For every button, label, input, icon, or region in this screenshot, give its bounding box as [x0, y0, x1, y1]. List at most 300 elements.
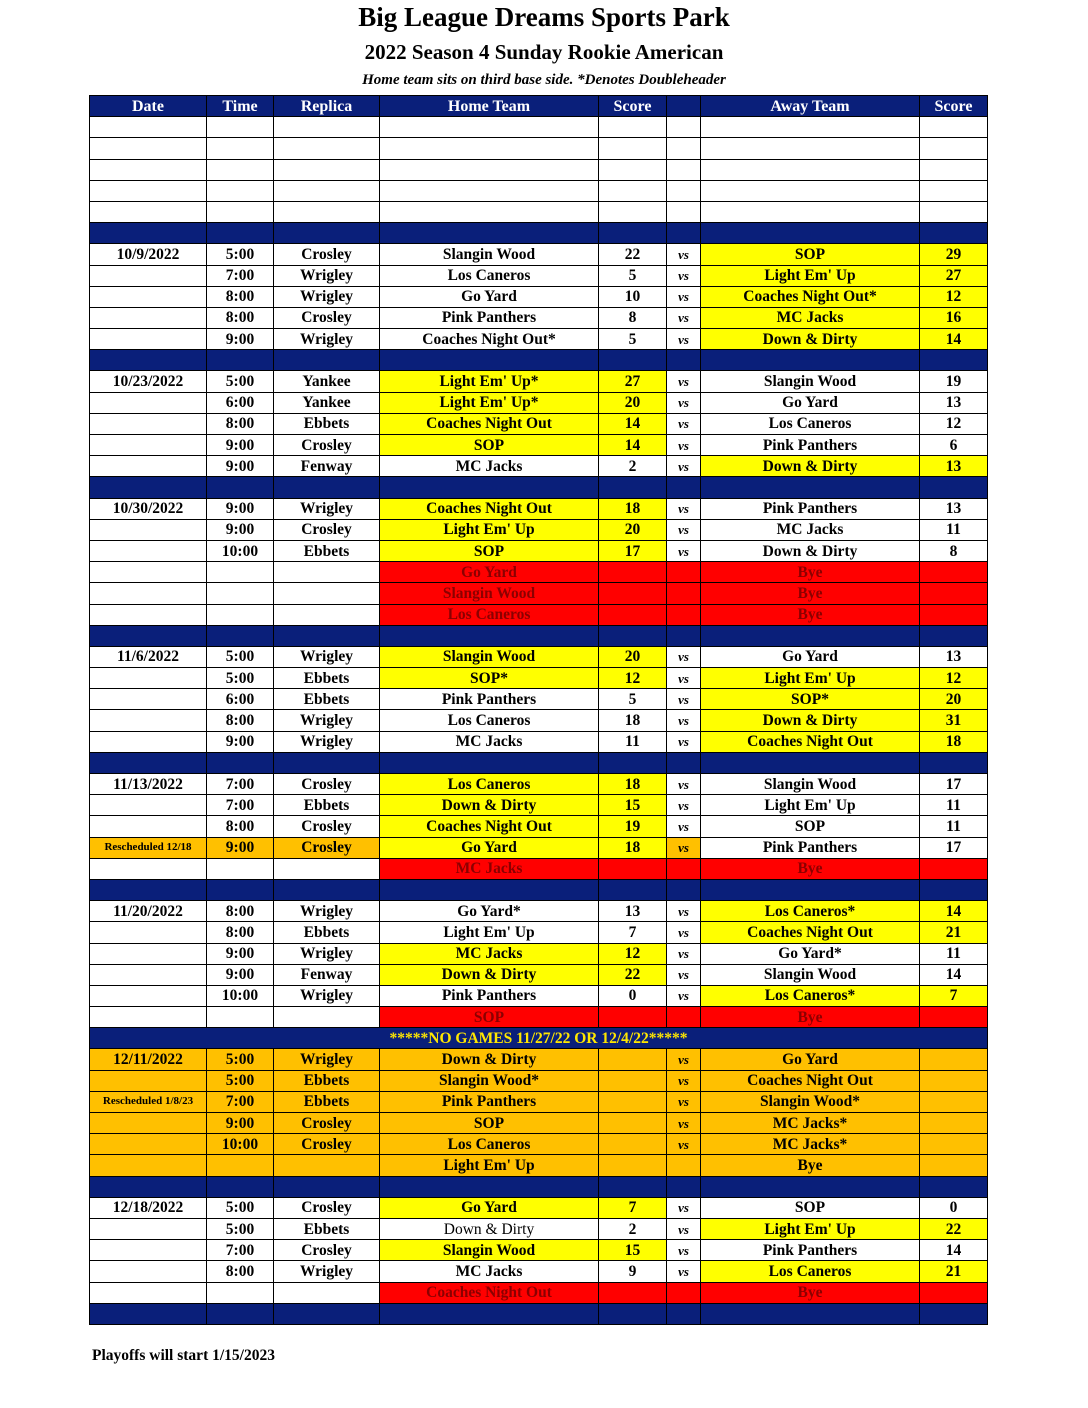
vs-cell: vs	[667, 1134, 701, 1155]
home-score: 12	[599, 668, 667, 689]
home-team: Los Caneros	[380, 710, 599, 731]
date-cell: 10/9/2022	[90, 244, 207, 265]
empty-cell	[207, 201, 274, 222]
away-team: MC Jacks*	[701, 1113, 920, 1134]
separator-cell	[920, 477, 988, 498]
home-score: 8	[599, 307, 667, 328]
away-team: Coaches Night Out	[701, 731, 920, 752]
home-score	[599, 562, 667, 583]
game-row	[90, 1113, 988, 1134]
time-cell: 8:00	[207, 1261, 274, 1282]
away-score: 14	[920, 1240, 988, 1261]
separator-cell	[667, 752, 701, 773]
time-cell: 9:00	[207, 943, 274, 964]
date-cell	[90, 435, 207, 456]
away-score: 18	[920, 731, 988, 752]
time-cell: 9:00	[207, 964, 274, 985]
home-score: 22	[599, 964, 667, 985]
away-team: Bye	[701, 562, 920, 583]
home-team: Coaches Night Out	[380, 498, 599, 519]
game-row	[90, 307, 988, 328]
home-team: Coaches Night Out	[380, 413, 599, 434]
home-score: 18	[599, 498, 667, 519]
game-row	[90, 498, 988, 519]
away-team: Bye	[701, 858, 920, 879]
away-score: 0	[920, 1197, 988, 1218]
schedule-table	[89, 95, 988, 1325]
home-score: 20	[599, 519, 667, 540]
vs-cell: vs	[667, 1070, 701, 1091]
game-row	[90, 519, 988, 540]
away-score: 11	[920, 519, 988, 540]
home-score: 17	[599, 540, 667, 561]
away-team: Slangin Wood	[701, 371, 920, 392]
week-separator	[90, 350, 988, 371]
replica-cell: Crosley	[274, 1134, 380, 1155]
bye-row	[90, 858, 988, 879]
away-score: 31	[920, 710, 988, 731]
away-team: MC Jacks	[701, 307, 920, 328]
vs-cell: vs	[667, 689, 701, 710]
vs-cell: vs	[667, 922, 701, 943]
vs-cell: vs	[667, 710, 701, 731]
away-team: Slangin Wood*	[701, 1091, 920, 1112]
home-team: Down & Dirty	[380, 795, 599, 816]
empty-cell	[207, 159, 274, 180]
separator-cell	[380, 223, 599, 244]
blank-row	[90, 201, 988, 222]
separator-cell	[274, 625, 380, 646]
replica-cell	[274, 1007, 380, 1028]
separator-cell	[90, 752, 207, 773]
vs-cell: vs	[667, 1218, 701, 1239]
away-score: 12	[920, 668, 988, 689]
game-row	[90, 922, 988, 943]
away-team: Down & Dirty	[701, 456, 920, 477]
vs-cell	[667, 1155, 701, 1176]
away-score: 17	[920, 837, 988, 858]
date-cell	[90, 795, 207, 816]
away-team: Pink Panthers	[701, 837, 920, 858]
away-team: Bye	[701, 604, 920, 625]
separator-cell	[701, 752, 920, 773]
separator-cell	[599, 752, 667, 773]
away-team: Down & Dirty	[701, 329, 920, 350]
away-score	[920, 1049, 988, 1070]
empty-cell	[274, 117, 380, 138]
vs-cell	[667, 858, 701, 879]
home-score: 14	[599, 435, 667, 456]
date-cell	[90, 307, 207, 328]
away-score: 12	[920, 413, 988, 434]
home-team: Go Yard	[380, 562, 599, 583]
empty-cell	[599, 159, 667, 180]
empty-cell	[667, 180, 701, 201]
empty-cell	[920, 117, 988, 138]
replica-cell: Crosley	[274, 307, 380, 328]
replica-cell: Yankee	[274, 392, 380, 413]
replica-cell	[274, 562, 380, 583]
home-team: Slangin Wood	[380, 583, 599, 604]
empty-cell	[380, 117, 599, 138]
week-separator	[90, 879, 988, 900]
replica-cell: Fenway	[274, 964, 380, 985]
date-cell	[90, 858, 207, 879]
empty-cell	[667, 117, 701, 138]
separator-cell	[207, 625, 274, 646]
date-cell: 12/18/2022	[90, 1197, 207, 1218]
away-team: Go Yard	[701, 392, 920, 413]
vs-cell: vs	[667, 392, 701, 413]
empty-cell	[920, 159, 988, 180]
empty-cell	[207, 138, 274, 159]
replica-cell: Wrigley	[274, 1261, 380, 1282]
time-cell: 7:00	[207, 795, 274, 816]
home-team: Light Em' Up*	[380, 392, 599, 413]
date-cell	[90, 329, 207, 350]
away-score: 6	[920, 435, 988, 456]
game-row	[90, 816, 988, 837]
away-team: Coaches Night Out	[701, 922, 920, 943]
home-score: 2	[599, 456, 667, 477]
home-team: MC Jacks	[380, 1261, 599, 1282]
separator-cell	[90, 350, 207, 371]
schedule-note: Home team sits on third base side. *Denotes Doubleheader	[362, 72, 726, 88]
vs-cell: vs	[667, 774, 701, 795]
vs-cell: vs	[667, 456, 701, 477]
home-score: 19	[599, 816, 667, 837]
game-row	[90, 1197, 988, 1218]
away-team: Coaches Night Out*	[701, 286, 920, 307]
date-cell	[90, 286, 207, 307]
separator-cell	[920, 625, 988, 646]
empty-cell	[667, 201, 701, 222]
time-cell: 7:00	[207, 1240, 274, 1261]
home-team: Go Yard	[380, 837, 599, 858]
away-team: Slangin Wood	[701, 964, 920, 985]
away-team: Down & Dirty	[701, 540, 920, 561]
date-cell: 11/13/2022	[90, 774, 207, 795]
away-score	[920, 1282, 988, 1303]
date-cell	[90, 964, 207, 985]
away-team: Bye	[701, 1282, 920, 1303]
separator-cell	[667, 1176, 701, 1197]
home-score: 14	[599, 413, 667, 434]
separator-cell	[920, 752, 988, 773]
separator-cell	[274, 223, 380, 244]
vs-cell: vs	[667, 943, 701, 964]
empty-cell	[274, 159, 380, 180]
date-cell	[90, 922, 207, 943]
date-cell	[90, 604, 207, 625]
date-cell	[90, 1070, 207, 1091]
empty-cell	[380, 159, 599, 180]
time-cell: 9:00	[207, 731, 274, 752]
home-team: MC Jacks	[380, 943, 599, 964]
empty-cell	[920, 138, 988, 159]
replica-cell: Crosley	[274, 244, 380, 265]
separator-cell	[90, 1176, 207, 1197]
game-row	[90, 1261, 988, 1282]
away-score: 16	[920, 307, 988, 328]
date-cell	[90, 731, 207, 752]
empty-cell	[701, 117, 920, 138]
away-score: 21	[920, 922, 988, 943]
away-team: Bye	[701, 1007, 920, 1028]
empty-cell	[667, 159, 701, 180]
separator-cell	[380, 625, 599, 646]
empty-cell	[920, 180, 988, 201]
time-cell	[207, 604, 274, 625]
home-team: SOP	[380, 540, 599, 561]
reschedule-note: Rescheduled 12/18	[90, 837, 207, 858]
time-cell: 5:00	[207, 1197, 274, 1218]
separator-cell	[701, 477, 920, 498]
vs-cell: vs	[667, 816, 701, 837]
home-score: 18	[599, 774, 667, 795]
empty-cell	[90, 180, 207, 201]
away-score	[920, 604, 988, 625]
home-team: MC Jacks	[380, 731, 599, 752]
separator-cell	[90, 477, 207, 498]
bye-row	[90, 1007, 988, 1028]
vs-cell: vs	[667, 964, 701, 985]
time-cell: 10:00	[207, 540, 274, 561]
time-cell: 7:00	[207, 774, 274, 795]
time-cell: 5:00	[207, 646, 274, 667]
bye-row	[90, 583, 988, 604]
separator-cell	[701, 879, 920, 900]
date-cell: 12/11/2022	[90, 1049, 207, 1070]
playoffs-note: Playoffs will start 1/15/2023	[92, 1347, 275, 1364]
replica-cell: Crosley	[274, 1197, 380, 1218]
replica-cell: Ebbets	[274, 1070, 380, 1091]
home-team: Light Em' Up	[380, 1155, 599, 1176]
vs-cell: vs	[667, 498, 701, 519]
home-team: Coaches Night Out*	[380, 329, 599, 350]
vs-cell: vs	[667, 837, 701, 858]
vs-cell	[667, 583, 701, 604]
home-team: Down & Dirty	[380, 964, 599, 985]
vs-cell: vs	[667, 307, 701, 328]
separator-cell	[599, 625, 667, 646]
time-cell: 9:00	[207, 456, 274, 477]
vs-cell: vs	[667, 435, 701, 456]
home-score: 27	[599, 371, 667, 392]
separator-cell	[274, 879, 380, 900]
date-cell	[90, 540, 207, 561]
home-score	[599, 1113, 667, 1134]
separator-cell	[380, 752, 599, 773]
vs-cell: vs	[667, 1197, 701, 1218]
away-team: MC Jacks	[701, 519, 920, 540]
away-team: Los Caneros*	[701, 985, 920, 1006]
home-team: Go Yard	[380, 286, 599, 307]
empty-cell	[599, 180, 667, 201]
time-cell: 8:00	[207, 413, 274, 434]
home-score: 18	[599, 710, 667, 731]
home-score	[599, 604, 667, 625]
separator-cell	[599, 350, 667, 371]
separator-cell	[599, 1176, 667, 1197]
separator-cell	[207, 477, 274, 498]
separator-cell	[90, 879, 207, 900]
separator-cell	[599, 879, 667, 900]
separator-cell	[920, 1176, 988, 1197]
separator-cell	[599, 1303, 667, 1324]
home-score: 12	[599, 943, 667, 964]
time-cell: 9:00	[207, 1113, 274, 1134]
time-cell: 10:00	[207, 1134, 274, 1155]
away-score	[920, 1091, 988, 1112]
home-team: Down & Dirty	[380, 1049, 599, 1070]
game-row	[90, 1240, 988, 1261]
away-score	[920, 1070, 988, 1091]
game-row	[90, 646, 988, 667]
replica-cell: Wrigley	[274, 265, 380, 286]
col-time: Time	[207, 96, 274, 117]
home-score: 20	[599, 646, 667, 667]
separator-cell	[701, 223, 920, 244]
date-cell	[90, 816, 207, 837]
away-score: 8	[920, 540, 988, 561]
away-team: Bye	[701, 1155, 920, 1176]
away-score: 27	[920, 265, 988, 286]
header-row	[90, 96, 988, 117]
replica-cell: Crosley	[274, 435, 380, 456]
time-cell: 9:00	[207, 498, 274, 519]
away-score: 12	[920, 286, 988, 307]
date-cell	[90, 519, 207, 540]
empty-cell	[701, 138, 920, 159]
week-separator	[90, 625, 988, 646]
away-team: SOP	[701, 816, 920, 837]
vs-cell: vs	[667, 371, 701, 392]
home-team: Pink Panthers	[380, 689, 599, 710]
vs-cell: vs	[667, 519, 701, 540]
away-score: 13	[920, 456, 988, 477]
date-cell	[90, 392, 207, 413]
time-cell: 5:00	[207, 1049, 274, 1070]
replica-cell	[274, 604, 380, 625]
away-team: Coaches Night Out	[701, 1070, 920, 1091]
away-team: Bye	[701, 583, 920, 604]
separator-cell	[667, 879, 701, 900]
time-cell	[207, 562, 274, 583]
bye-row	[90, 1282, 988, 1303]
home-team: MC Jacks	[380, 456, 599, 477]
away-score: 14	[920, 329, 988, 350]
date-cell	[90, 1007, 207, 1028]
replica-cell: Wrigley	[274, 329, 380, 350]
vs-cell	[667, 562, 701, 583]
col-replica: Replica	[274, 96, 380, 117]
time-cell	[207, 1007, 274, 1028]
vs-cell: vs	[667, 1240, 701, 1261]
replica-cell	[274, 1282, 380, 1303]
date-cell	[90, 1261, 207, 1282]
time-cell: 6:00	[207, 392, 274, 413]
separator-cell	[207, 879, 274, 900]
bye-row	[90, 604, 988, 625]
home-team: SOP	[380, 1113, 599, 1134]
game-row	[90, 371, 988, 392]
replica-cell: Crosley	[274, 837, 380, 858]
separator-cell	[207, 1303, 274, 1324]
game-row	[90, 392, 988, 413]
away-score	[920, 858, 988, 879]
vs-cell	[667, 1007, 701, 1028]
empty-cell	[380, 180, 599, 201]
empty-cell	[90, 159, 207, 180]
away-team: Pink Panthers	[701, 435, 920, 456]
date-cell	[90, 265, 207, 286]
vs-cell: vs	[667, 985, 701, 1006]
separator-cell	[599, 223, 667, 244]
replica-cell: Fenway	[274, 456, 380, 477]
home-team: Light Em' Up	[380, 519, 599, 540]
vs-cell	[667, 1282, 701, 1303]
home-score	[599, 1155, 667, 1176]
empty-cell	[207, 180, 274, 201]
page-subtitle: 2022 Season 4 Sunday Rookie American	[364, 40, 724, 64]
date-cell	[90, 1240, 207, 1261]
empty-cell	[701, 180, 920, 201]
replica-cell: Wrigley	[274, 985, 380, 1006]
home-score	[599, 583, 667, 604]
replica-cell: Ebbets	[274, 540, 380, 561]
separator-cell	[380, 1176, 599, 1197]
away-score: 19	[920, 371, 988, 392]
date-cell	[90, 1134, 207, 1155]
replica-cell: Crosley	[274, 519, 380, 540]
separator-cell	[667, 1303, 701, 1324]
home-team: Los Caneros	[380, 774, 599, 795]
home-score: 5	[599, 265, 667, 286]
game-row	[90, 731, 988, 752]
away-score: 13	[920, 498, 988, 519]
date-cell	[90, 1155, 207, 1176]
away-score: 29	[920, 244, 988, 265]
separator-cell	[920, 223, 988, 244]
date-cell	[90, 456, 207, 477]
time-cell: 5:00	[207, 1218, 274, 1239]
time-cell: 9:00	[207, 519, 274, 540]
empty-cell	[380, 201, 599, 222]
vs-cell: vs	[667, 413, 701, 434]
date-cell	[90, 562, 207, 583]
game-row	[90, 668, 988, 689]
bye-row	[90, 562, 988, 583]
away-team: Light Em' Up	[701, 265, 920, 286]
replica-cell: Wrigley	[274, 943, 380, 964]
blank-row	[90, 159, 988, 180]
game-row	[90, 1091, 988, 1112]
vs-cell: vs	[667, 329, 701, 350]
home-score	[599, 1091, 667, 1112]
time-cell	[207, 858, 274, 879]
home-team: Coaches Night Out	[380, 1282, 599, 1303]
away-score: 11	[920, 795, 988, 816]
replica-cell: Ebbets	[274, 668, 380, 689]
home-score	[599, 1049, 667, 1070]
date-cell: 10/23/2022	[90, 371, 207, 392]
separator-cell	[701, 1176, 920, 1197]
replica-cell: Wrigley	[274, 710, 380, 731]
empty-cell	[90, 117, 207, 138]
separator-cell	[207, 1176, 274, 1197]
away-team: SOP*	[701, 689, 920, 710]
